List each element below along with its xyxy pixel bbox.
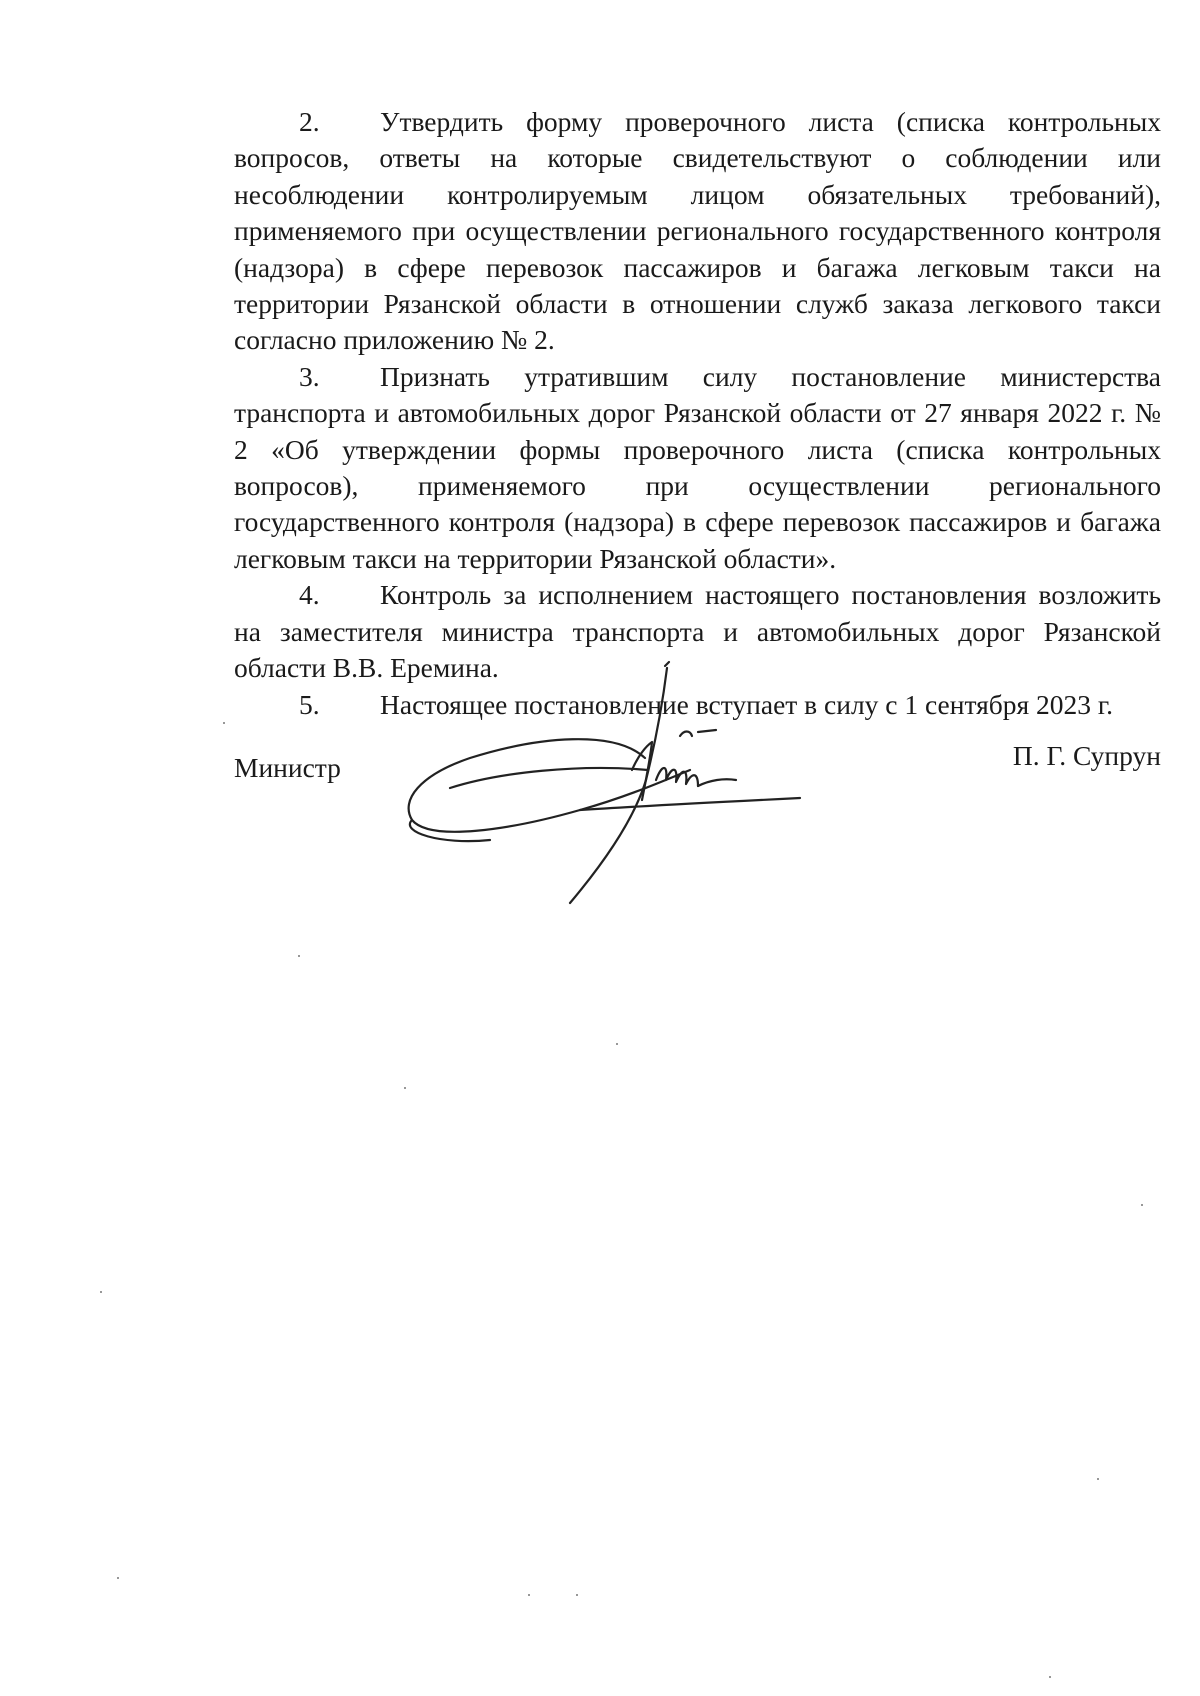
scan-speck — [1141, 1204, 1143, 1206]
signature-block — [234, 740, 1161, 792]
scan-speck — [117, 1577, 119, 1579]
scan-speck — [528, 1594, 530, 1596]
document-body — [234, 104, 1161, 723]
scan-speck — [100, 1291, 102, 1293]
paragraph-3 — [234, 359, 1161, 577]
paragraph-number: 5. — [299, 688, 320, 720]
paragraph-number: 3. — [299, 360, 320, 392]
scan-speck — [616, 1043, 618, 1045]
paragraph-text: Признать утратившим силу постановление министерства транспорта и автомобильных дорог Рязанской области от 27 января 2022 г. № 2 «Об утверждении формы проверочного листа (списка контрольных вопросов), применяемого при осуществлении регионального государственного контроля (надзора) в сфере перевозок пассажиров и багажа легковым такси на территории Рязанской области». — [234, 360, 1161, 574]
paragraph-2 — [234, 104, 1161, 359]
paragraph-number: 2. — [299, 106, 320, 137]
scan-speck — [1097, 1478, 1099, 1480]
signatory-name: П. Г. Супрун — [1012, 740, 1161, 771]
paragraph-number: 4. — [299, 579, 320, 611]
scan-speck — [298, 955, 300, 957]
scan-speck — [404, 1087, 406, 1089]
paragraph-text: Утвердить форму проверочного листа (списка контрольных вопросов, ответы на которые свидетельствуют о соблюдении или несоблюдении контролируемым лицом обязательных требований), применяемого при осуществлении регионального государственного контроля (надзора) в сфере перевозок пассажиров и багажа легковым такси на территории Рязанской области в отношении служб заказа легкового такси согласно приложению № 2. — [234, 106, 1161, 356]
signatory-title: Министр — [234, 752, 341, 783]
paragraph-text: Настоящее постановление вступает в силу с 1 сентября 2023 г. — [380, 688, 1113, 720]
scan-speck — [223, 722, 225, 724]
scan-speck — [1049, 1676, 1051, 1678]
scan-speck — [576, 1594, 578, 1596]
paragraph-text: Контроль за исполнением настоящего постановления возложить на заместителя министра транспорта и автомобильных дорог Рязанской области В.В. Еремина. — [234, 579, 1161, 684]
